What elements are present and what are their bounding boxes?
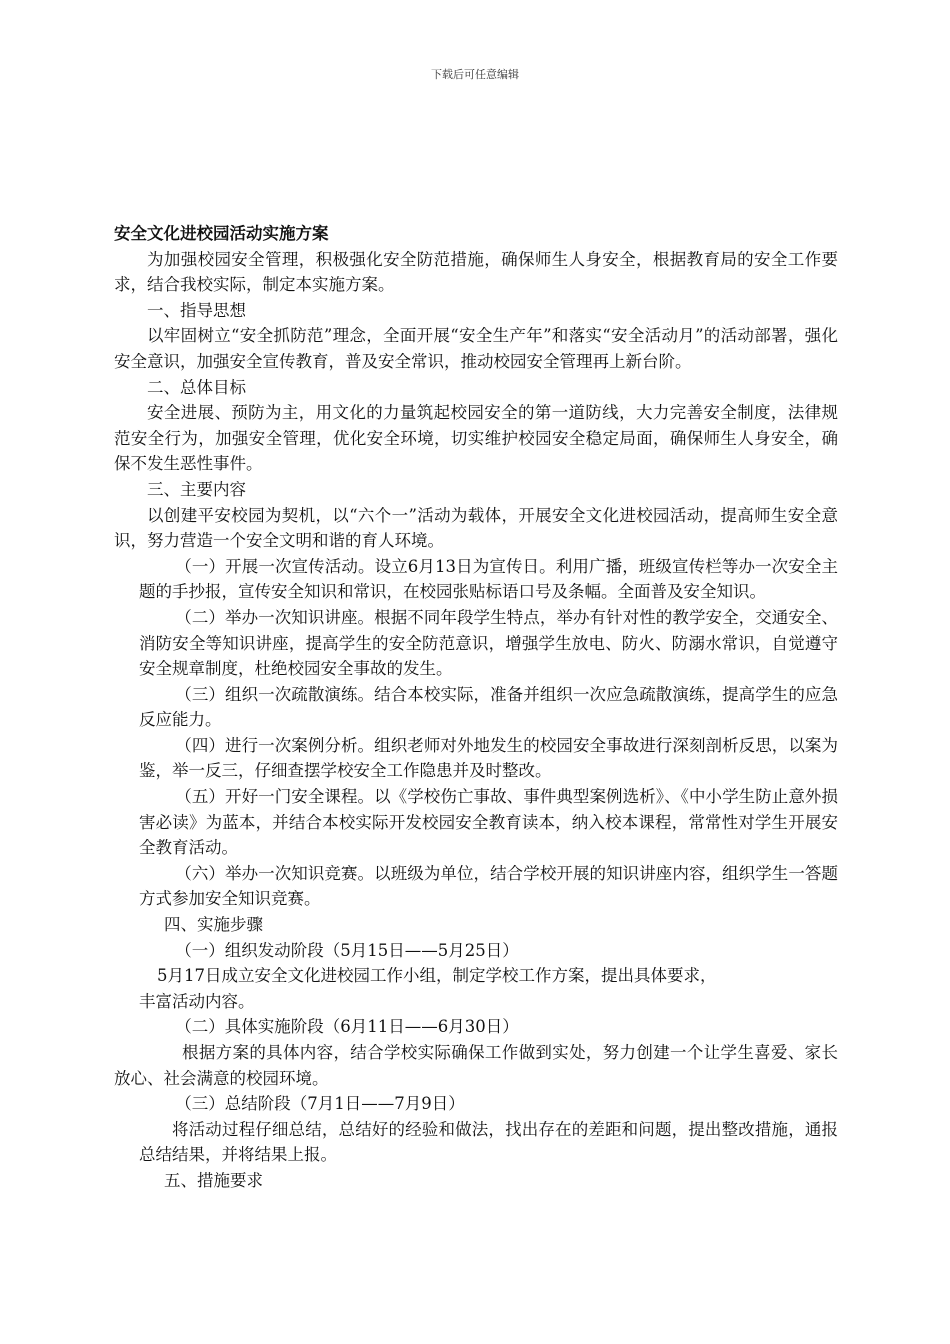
- section-heading-measures: 五、措施要求: [164, 1170, 263, 1190]
- document-title: 安全文化进校园活动实施方案: [114, 224, 329, 243]
- content-item-6: （六）举办一次知识竞赛。以班级为单位，结合学校开展的知识讲座内容，组织学生一答题方式参加安全知识竞赛。: [139, 863, 838, 909]
- content-item-1: （一）开展一次宣传活动。设立6月13日为宣传日。利用广播，班级宣传栏等办一次安全主题的手抄报，宣传安全知识和常识，在校园张贴标语口号及条幅。全面普及安全知识。: [139, 556, 838, 602]
- content-item-4: （四）进行一次案例分析。组织老师对外地发生的校园安全事故进行深刻剖析反思，以案为鉴，举一反三，仔细查摆学校安全工作隐患并及时整改。: [139, 735, 838, 781]
- section-body-main-content: 以创建平安校园为契机，以“六个一”活动为载体，开展安全文化进校园活动，提高师生安全意识，努力营造一个安全文明和谐的育人环境。: [114, 505, 838, 551]
- section-body-guiding-thought: 以牢固树立“安全抓防范”理念，全面开展“安全生产年”和落实“安全活动月”的活动部署，强化安全意识，加强安全宣传教育，普及安全常识，推动校园安全管理再上新台阶。: [114, 326, 838, 371]
- section-heading-overall-goal: 二、总体目标: [147, 377, 246, 397]
- section-body-overall-goal: 安全进展、预防为主，用文化的力量筑起校园安全的第一道防线，大力完善安全制度，法律规范安全行为，加强安全管理，优化安全环境，切实维护校园安全稳定局面，确保师生人身安全，确保不发生恶性事件。: [114, 403, 838, 474]
- document-body: [114, 221, 838, 1194]
- content-item-2: （二）举办一次知识讲座。根据不同年段学生特点，举办有针对性的教学安全，交通安全、消防安全等知识讲座，提高学生的安全防范意识，增强学生放电、防火、防溺水常识，自觉遵守安全规章制度，杜绝校园安全事故的发生。: [139, 607, 838, 679]
- stage-1-body: [114, 963, 838, 1014]
- content-item-3: （三）组织一次疏散演练。结合本校实际，准备并组织一次应急疏散演练，提高学生的应急反应能力。: [139, 684, 838, 730]
- stage-3-heading: （三）总结阶段（7月1日——7月9日）: [175, 1094, 465, 1114]
- stage-1-line-2: 丰富活动内容。: [139, 991, 255, 1011]
- page-header-note: 下载后可任意编辑: [431, 68, 519, 81]
- section-heading-main-content: 三、主要内容: [147, 479, 246, 499]
- content-item-5: （五）开好一门安全课程。以《学校伤亡事故、事件典型案例选析》、《中小学生防止意外损害必读》为蓝本，并结合本校实际开发校园安全教育读本，纳入校本课程，常常性对学生开展安全教育活动。: [139, 787, 838, 858]
- stage-1-line-1: 5月17日成立安全文化进校园工作小组，制定学校工作方案，提出具体要求，: [157, 966, 717, 986]
- section-heading-steps: 四、实施步骤: [164, 915, 263, 935]
- section-heading-guiding-thought: 一、指导思想: [147, 300, 246, 320]
- stage-2-heading: （二）具体实施阶段（6月11日——6月30日）: [175, 1017, 519, 1037]
- stage-3-body: 将活动过程仔细总结，总结好的经验和做法，找出存在的差距和问题，提出整改措施，通报总结结果，并将结果上报。: [139, 1119, 838, 1165]
- intro-paragraph: 为加强校园安全管理，积极强化安全防范措施，确保师生人身安全，根据教育局的安全工作要求，结合我校实际，制定本实施方案。: [114, 249, 838, 295]
- stage-2-body: 根据方案的具体内容，结合学校实际确保工作做到实处，努力创建一个让学生喜爱、家长放心、社会满意的校园环境。: [114, 1043, 838, 1088]
- stage-1-heading: （一）组织发动阶段（5月15日——5月25日）: [175, 940, 519, 960]
